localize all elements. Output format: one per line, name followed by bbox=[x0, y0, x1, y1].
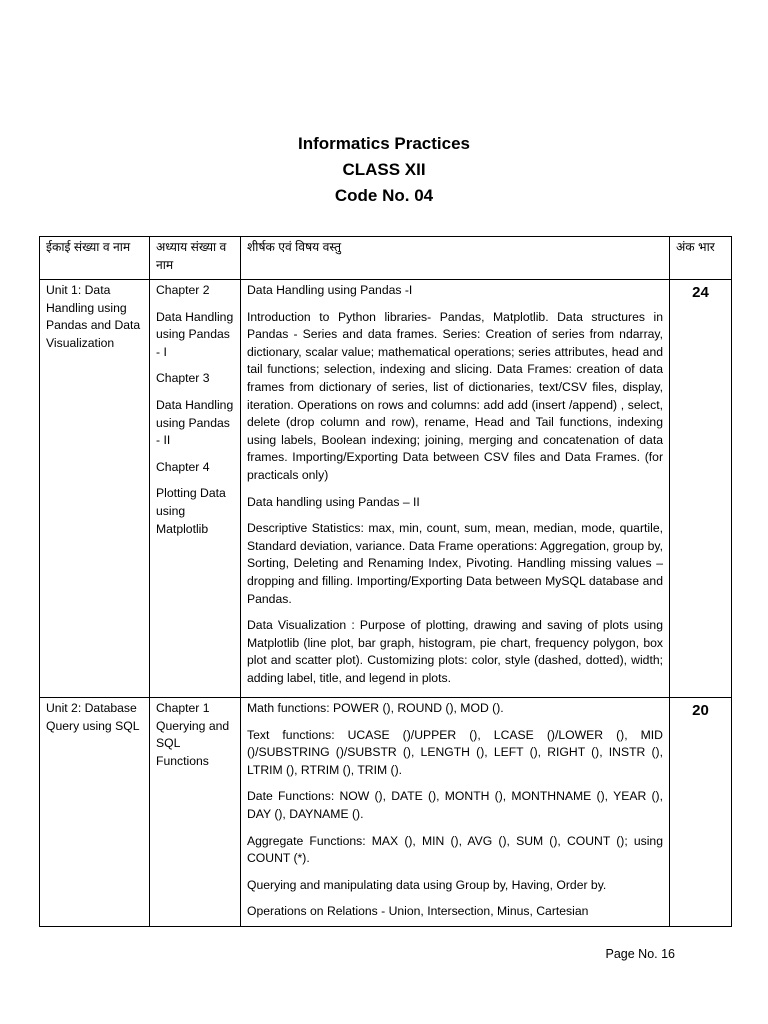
chapter-title: Chapter 1 Querying and SQL Functions bbox=[156, 701, 230, 768]
chapter-cell bbox=[150, 698, 241, 927]
syllabus-table bbox=[39, 236, 732, 927]
topic-heading: Data handling using Pandas – II bbox=[247, 494, 420, 509]
subject-title: Informatics Practices bbox=[298, 134, 470, 153]
topic-paragraph: Math functions: POWER (), ROUND (), MOD (). bbox=[247, 701, 504, 715]
chapter-cell bbox=[150, 280, 241, 698]
topic-paragraph: Introduction to Python libraries- Pandas, Matplotlib. Data structures in Pandas - Series and data frames. Series: Creation of series from ndarray, dictionary, scalar value; mathematical operations; series attributes, head and tail functions; selection, indexing and slicing. Data Frames: creation of data frames from dictionary of series, list of dictionaries, text/CSV files, display, iteration. Operations on rows and columns: add add (insert /append) , select, delete (drop column and row), rename, Head and Tail functions, indexing using labels, Boolean indexing; joining, merging and concatenation of data frames. Importing/Exporting Data between CSV files and Data Frames. (for practicals only) bbox=[247, 309, 663, 482]
topic-paragraph: Operations on Relations - Union, Intersection, Minus, Cartesian bbox=[247, 904, 589, 919]
topic-paragraph: Text functions: UCASE ()/UPPER (), LCASE ()/LOWER (), MID ()/SUBSTRING ()/SUBSTR (), LENGTH (), LEFT (), RIGHT (), INSTR (), LTRIM (), RTRIM (), TRIM (). bbox=[247, 727, 663, 777]
topics-cell bbox=[241, 280, 670, 698]
document-title-block bbox=[0, 131, 768, 209]
header-chapter: अध्याय संख्या व नाम bbox=[150, 237, 241, 280]
table-header-row bbox=[40, 237, 732, 280]
chapter-title: Data Handling using Pandas - II bbox=[156, 397, 234, 448]
topic-paragraph: Descriptive Statistics: max, min, count, sum, mean, median, mode, quartile, Standard deviation, variance. Data Frame operations: Aggregation, group by, Sorting, Deleting and Renaming Index, Pivoting. Handling missing values – dropping and filling. Importing/Exporting Data between MySQL database and Pandas. bbox=[247, 521, 663, 606]
topic-paragraph: Date Functions: NOW (), DATE (), MONTH (), MONTHNAME (), YEAR (), DAY (), DAYNAME (). bbox=[247, 789, 663, 821]
chapter-title: Plotting Data using Matplotlib bbox=[156, 486, 226, 536]
header-unit: ईकाई संख्या व नाम bbox=[40, 237, 150, 280]
marks-cell: 24 bbox=[670, 280, 732, 698]
chapter-label: Chapter 2 bbox=[156, 283, 210, 297]
chapter-label: Chapter 3 bbox=[156, 371, 210, 386]
chapter-title: Data Handling using Pandas - I bbox=[156, 309, 234, 359]
header-topics: शीर्षक एवं विषय वस्तु bbox=[241, 237, 670, 280]
topic-paragraph: Querying and manipulating data using Group by, Having, Order by. bbox=[247, 877, 607, 892]
table-row bbox=[40, 280, 732, 698]
topic-paragraph: Data Visualization : Purpose of plotting, drawing and saving of plots using Matplotlib (line plot, bar graph, histogram, pie chart, frequency polygon, box plot and scatter plot). Customizing plots: color, style (dashed, dotted), width; adding label, title, and legend in plots. bbox=[247, 618, 663, 685]
topic-heading: Data Handling using Pandas -I bbox=[247, 283, 413, 297]
header-marks: अंक भार bbox=[670, 237, 732, 280]
unit-cell: Unit 2: Database Query using SQL bbox=[40, 698, 150, 927]
topics-cell bbox=[241, 698, 670, 927]
code-title: Code No. 04 bbox=[334, 186, 434, 205]
table-row bbox=[40, 698, 732, 927]
chapter-label: Chapter 4 bbox=[156, 459, 210, 474]
unit-cell: Unit 1: Data Handling using Pandas and Data Visualization bbox=[40, 280, 150, 698]
topic-paragraph: Aggregate Functions: MAX (), MIN (), AVG (), SUM (), COUNT (); using COUNT (*). bbox=[247, 833, 663, 866]
page-number: Page No. 16 bbox=[605, 947, 675, 961]
marks-cell: 20 bbox=[670, 698, 732, 927]
class-title: CLASS XII bbox=[342, 160, 426, 179]
